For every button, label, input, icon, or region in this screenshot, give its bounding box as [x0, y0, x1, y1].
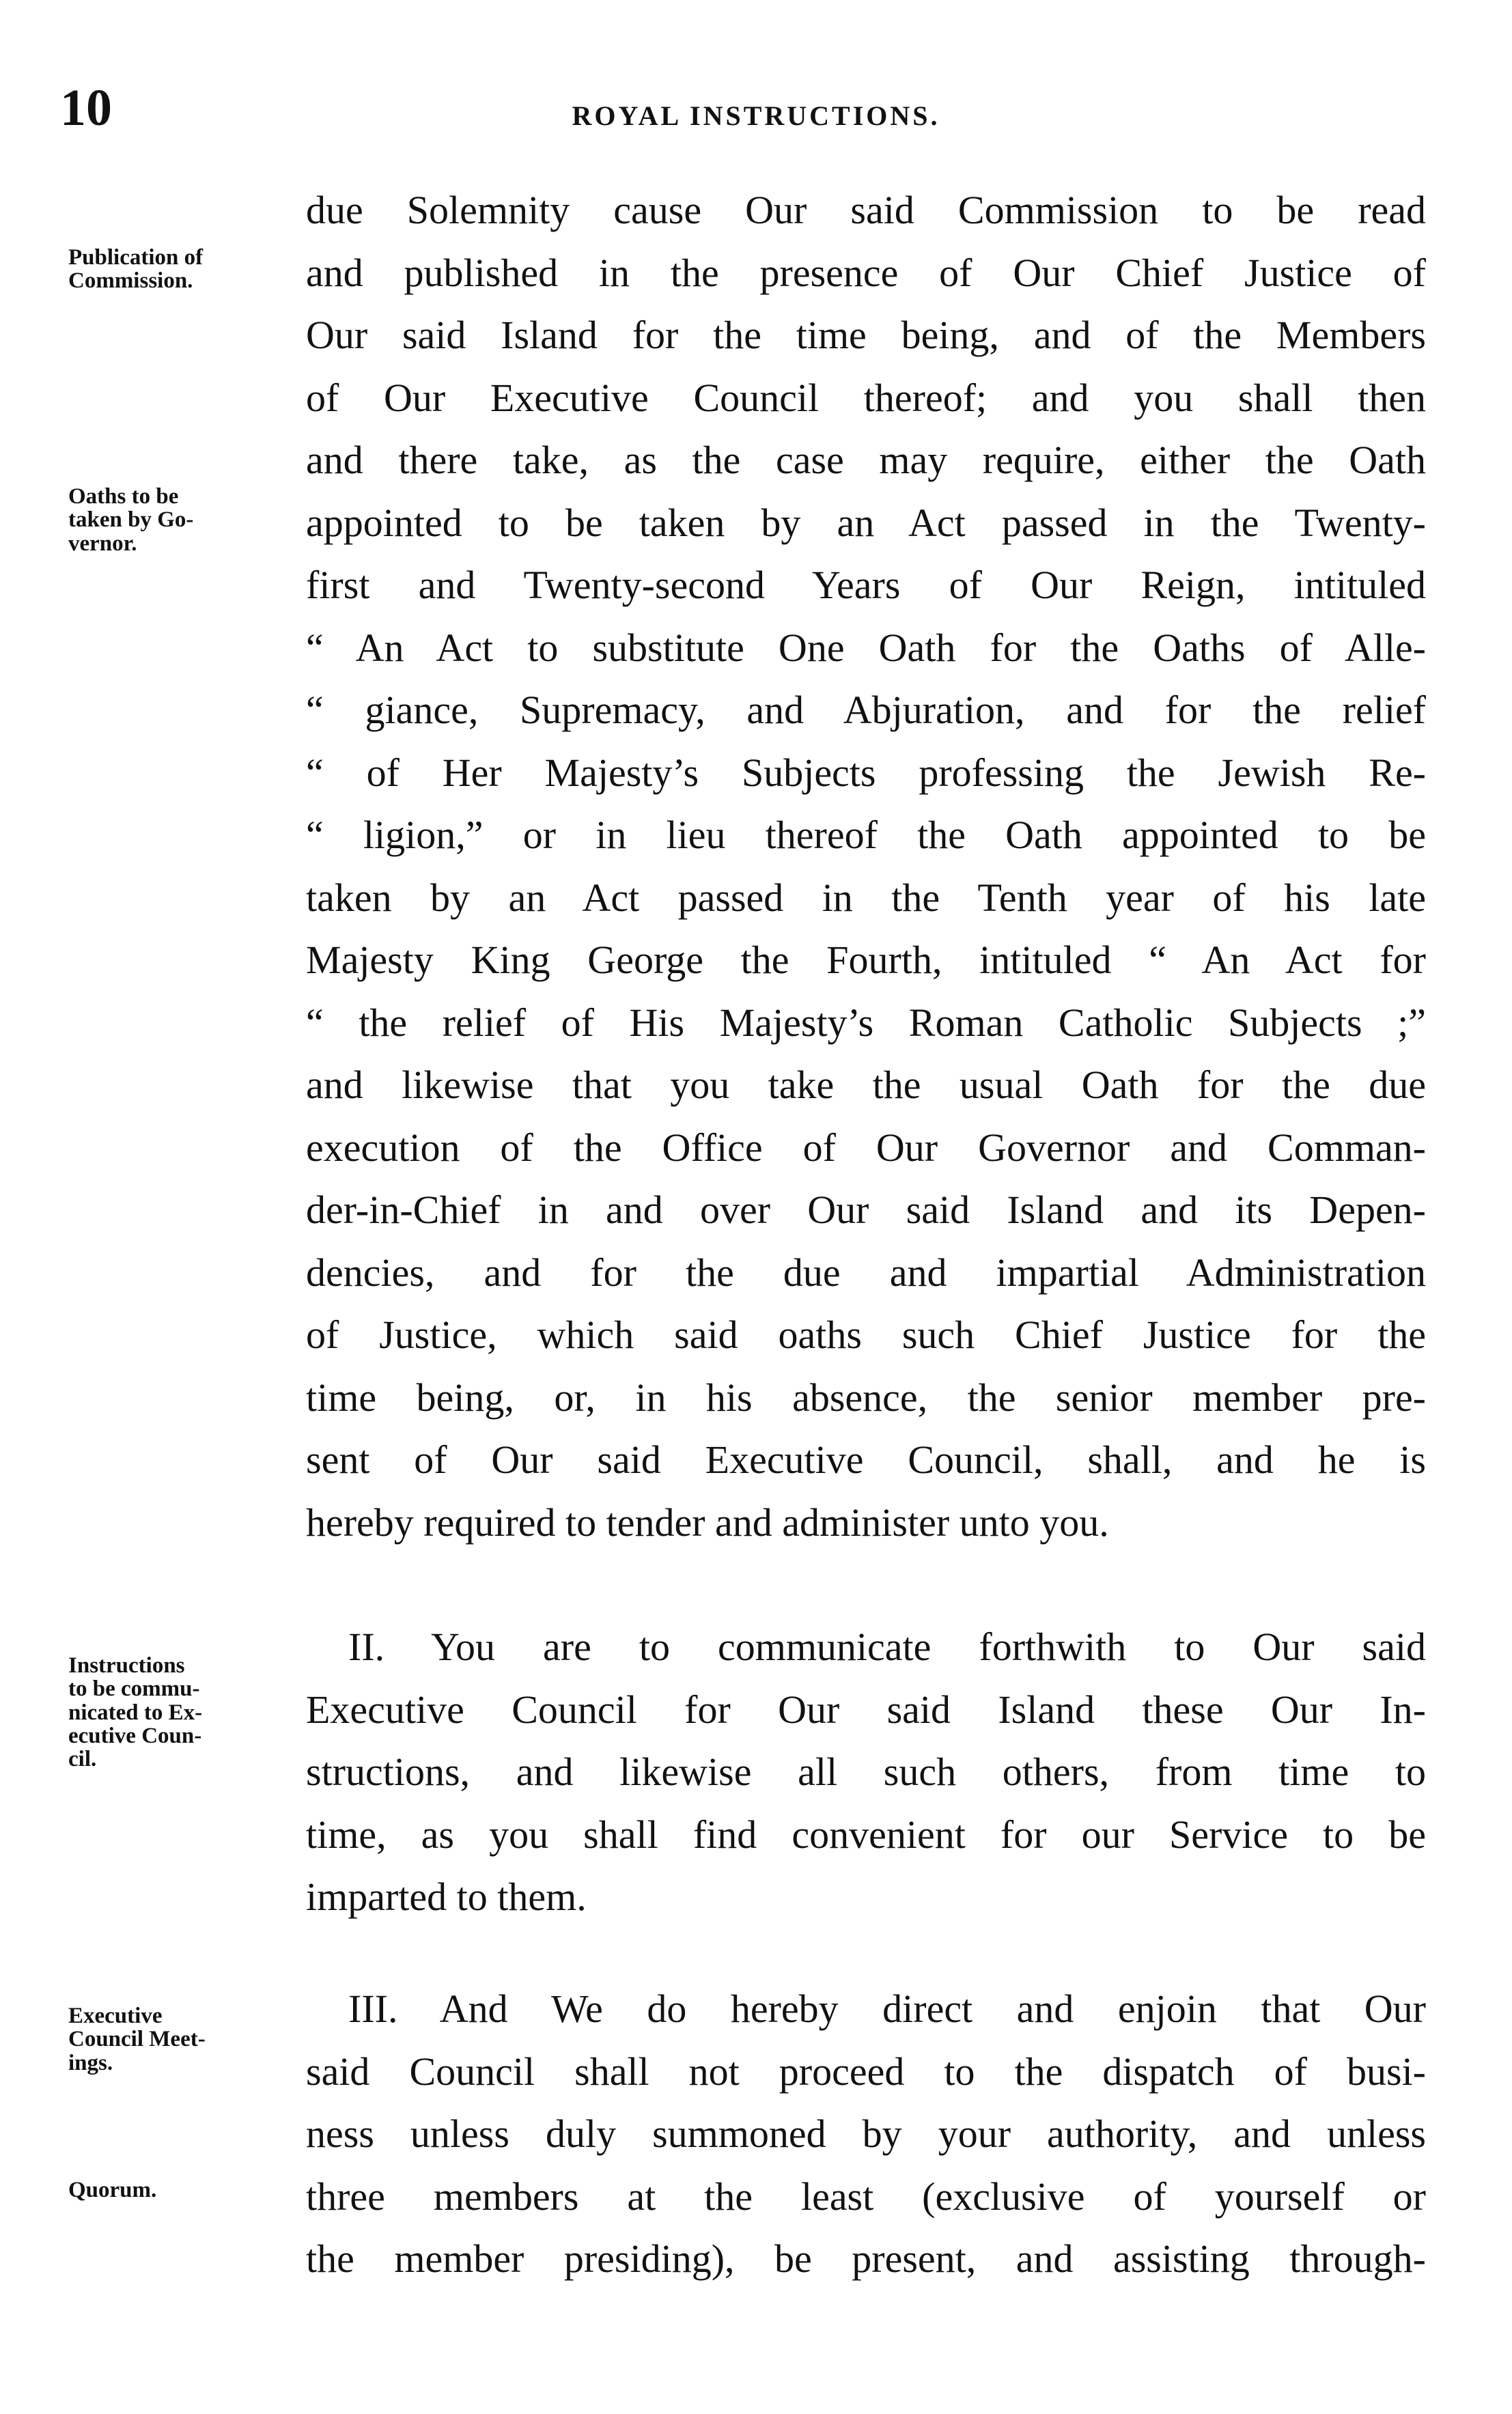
- text-line: the member presiding), be present, and assisting through-: [306, 2236, 1426, 2281]
- text-line: II. You are to communicate forthwith to Our said: [348, 1625, 1426, 1669]
- text-line: Our said Island for the time being, and of the Members: [306, 313, 1426, 357]
- text-line: appointed to be taken by an Act passed in the Twenty-: [306, 500, 1426, 545]
- text-line: said Council shall not proceed to the dispatch of busi-: [306, 2049, 1426, 2094]
- sidenote-publication-of-commission: [68, 246, 300, 293]
- sidenote-line: cil.: [68, 1747, 97, 1772]
- text-line: due Solemnity cause Our said Commission to be read: [306, 188, 1426, 232]
- text-line: Executive Council for Our said Island these Our In-: [306, 1687, 1426, 1732]
- text-line: “ of Her Majesty’s Subjects professing the Jewish Re-: [306, 750, 1426, 795]
- sidenote-line: Commission.: [68, 268, 193, 294]
- page-number: 10: [60, 79, 112, 137]
- sidenote-line: ecutive Coun-: [68, 1723, 202, 1748]
- sidenote-quorum: [68, 2178, 300, 2202]
- text-line: of Justice, which said oaths such Chief Justice for the: [306, 1313, 1426, 1357]
- text-line: time being, or, in his absence, the senior member pre-: [306, 1375, 1426, 1420]
- text-line: first and Twenty-second Years of Our Reign, intituled: [306, 563, 1426, 607]
- text-line: dencies, and for the due and impartial Administration: [306, 1250, 1426, 1295]
- paragraph-iii-council-meetings: [306, 1978, 1426, 2290]
- sidenote-instructions-communicated: [68, 1654, 300, 1771]
- text-line: Majesty King George the Fourth, intituled “ An Act for: [306, 938, 1426, 982]
- text-line: imparted to them.: [306, 1875, 587, 1919]
- text-line: hereby required to tender and administer unto you.: [306, 1500, 1109, 1545]
- text-line: and published in the presence of Our Chief Justice of: [306, 250, 1426, 295]
- text-line: “ the relief of His Majesty’s Roman Catholic Subjects ;”: [306, 1000, 1426, 1045]
- sidenote-line: to be commu-: [68, 1676, 200, 1702]
- sidenote-executive-council-meetings: [68, 2004, 300, 2075]
- text-line: “ giance, Supremacy, and Abjuration, and for the relief: [306, 688, 1426, 732]
- sidenote-line: taken by Go-: [68, 507, 194, 533]
- sidenote-line: Council Meet-: [68, 2027, 206, 2052]
- text-line: structions, and likewise all such others, from time to: [306, 1750, 1426, 1794]
- sidenote-line: vernor.: [68, 531, 137, 556]
- text-line: of Our Executive Council thereof; and you shall then: [306, 375, 1426, 420]
- sidenote-oaths-to-be-taken: [68, 485, 300, 555]
- text-line: sent of Our said Executive Council, shall, and he is: [306, 1437, 1426, 1482]
- sidenote-line: ings.: [68, 2050, 113, 2075]
- sidenote-line: Instructions: [68, 1653, 185, 1678]
- text-line: time, as you shall find convenient for our Service to be: [306, 1812, 1426, 1857]
- text-line: execution of the Office of Our Governor and Comman-: [306, 1125, 1426, 1170]
- text-line: and there take, as the case may require, either the Oath: [306, 438, 1426, 482]
- paragraph-commission-and-oaths: [306, 179, 1426, 1554]
- text-line: and likewise that you take the usual Oath for the due: [306, 1063, 1426, 1107]
- text-line: der-in-Chief in and over Our said Island and its Depen-: [306, 1188, 1426, 1232]
- text-line: “ An Act to substitute One Oath for the Oaths of Alle-: [306, 625, 1426, 670]
- sidenote-line: Executive: [68, 2004, 163, 2028]
- text-line: three members at the least (exclusive of yourself or: [306, 2174, 1426, 2219]
- text-line: taken by an Act passed in the Tenth year of his late: [306, 875, 1426, 920]
- sidenote-line: Oaths to be: [68, 484, 179, 509]
- running-head: ROYAL INSTRUCTIONS.: [572, 100, 940, 131]
- sidenote-line: Quorum.: [68, 2178, 157, 2202]
- sidenote-line: nicated to Ex-: [68, 1700, 203, 1725]
- paragraph-ii-communicate-instructions: [306, 1616, 1426, 1928]
- text-line: ness unless duly summoned by your authority, and unless: [306, 2111, 1426, 2156]
- text-line: III. And We do hereby direct and enjoin that Our: [348, 1987, 1426, 2031]
- sidenote-line: Publication of: [68, 245, 204, 270]
- text-line: “ ligion,” or in lieu thereof the Oath appointed to be: [306, 813, 1426, 857]
